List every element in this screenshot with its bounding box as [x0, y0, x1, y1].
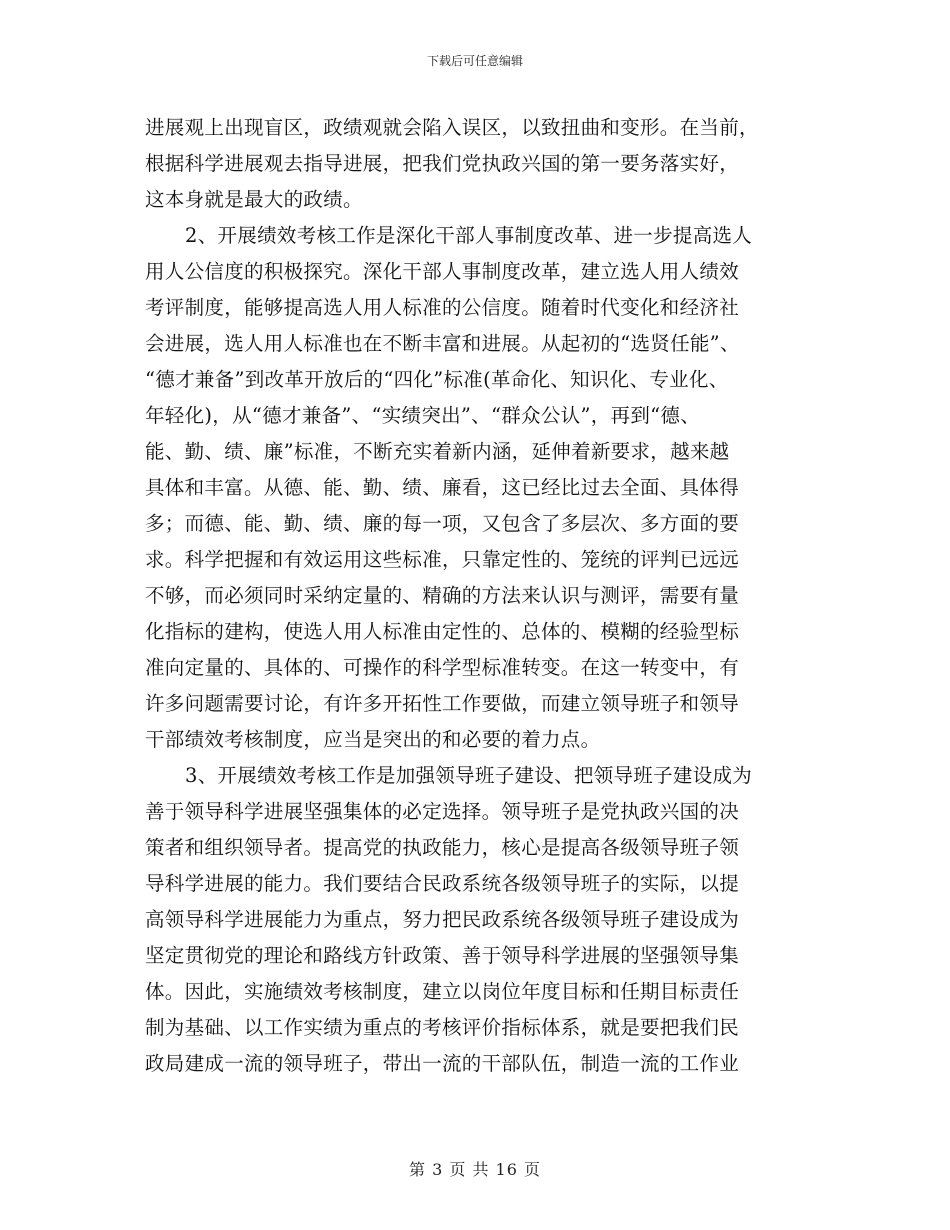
body-line: 准向定量的、具体的、可操作的科学型标准转变。在这一转变中，有	[145, 656, 740, 679]
document-body	[145, 110, 825, 1082]
body-line: 求。科学把握和有效运用这些标准，只靠定性的、笼统的评判已远远	[145, 548, 740, 571]
body-line: 能、勤、绩、廉”标准，不断充实着新内涵，延伸着新要求，越来越	[145, 440, 730, 463]
body-line: 多；而德、能、勤、绩、廉的每一项，又包含了多层次、多方面的要	[145, 512, 740, 535]
body-line: 策者和组织领导者。提高党的执政能力，核心是提高各级领导班子领	[145, 836, 740, 859]
page-header: 下载后可任意编辑	[426, 54, 523, 68]
body-line: 体。因此，实施绩效考核制度，建立以岗位年度目标和任期目标责任	[145, 980, 740, 1003]
paragraph-start-line: 3、开展绩效考核工作是加强领导班子建设、把领导班子建设成为	[185, 764, 753, 787]
body-line: 不够，而必须同时采纳定量的、精确的方法来认识与测评，需要有量	[145, 584, 740, 607]
body-line: 干部绩效考核制度，应当是突出的和必要的着力点。	[145, 728, 601, 751]
body-line: 具体和丰富。从德、能、勤、绩、廉看，这已经比过去全面、具体得	[145, 476, 740, 499]
body-line: 化指标的建构，使选人用人标准由定性的、总体的、模糊的经验型标	[145, 620, 740, 643]
body-line: 高领导科学进展能力为重点，努力把民政系统各级领导班子建设成为	[145, 908, 740, 931]
body-line: 这本身就是最大的政绩。	[145, 188, 363, 211]
body-line: 导科学进展的能力。我们要结合民政系统各级领导班子的实际，以提	[145, 872, 740, 895]
body-line: 善于领导科学进展坚强集体的必定选择。领导班子是党执政兴国的决	[145, 800, 740, 823]
body-line: 许多问题需要讨论，有许多开拓性工作要做，而建立领导班子和领导	[145, 692, 740, 715]
body-line: 会进展，选人用人标准也在不断丰富和进展。从起初的“选贤任能”、	[145, 332, 740, 355]
body-line: 制为基础、以工作实绩为重点的考核评价指标体系，就是要把我们民	[145, 1016, 740, 1039]
page-number-footer: 第 3 页 共 16 页	[409, 1160, 541, 1179]
body-line: 根据科学进展观去指导进展，把我们党执政兴国的第一要务落实好，	[145, 152, 740, 175]
body-line: 政局建成一流的领导班子，带出一流的干部队伍，制造一流的工作业	[145, 1052, 740, 1075]
paragraph-start-line: 2、开展绩效考核工作是深化干部人事制度改革、进一步提高选人	[185, 224, 753, 247]
body-line: 坚定贯彻党的理论和路线方针政策、善于领导科学进展的坚强领导集	[145, 944, 740, 967]
body-line: 年轻化)，从“德才兼备”、“实绩突出”、“群众公认”，再到“德、	[145, 404, 700, 427]
body-line: 进展观上出现盲区，政绩观就会陷入误区，以致扭曲和变形。在当前，	[145, 116, 759, 139]
body-line: 考评制度，能够提高选人用人标准的公信度。随着时代变化和经济社	[145, 296, 740, 319]
body-line: “德才兼备”到改革开放后的“四化”标准(革命化、知识化、专业化、	[145, 368, 729, 391]
body-line: 用人公信度的积极探究。深化干部人事制度改革，建立选人用人绩效	[145, 260, 740, 283]
